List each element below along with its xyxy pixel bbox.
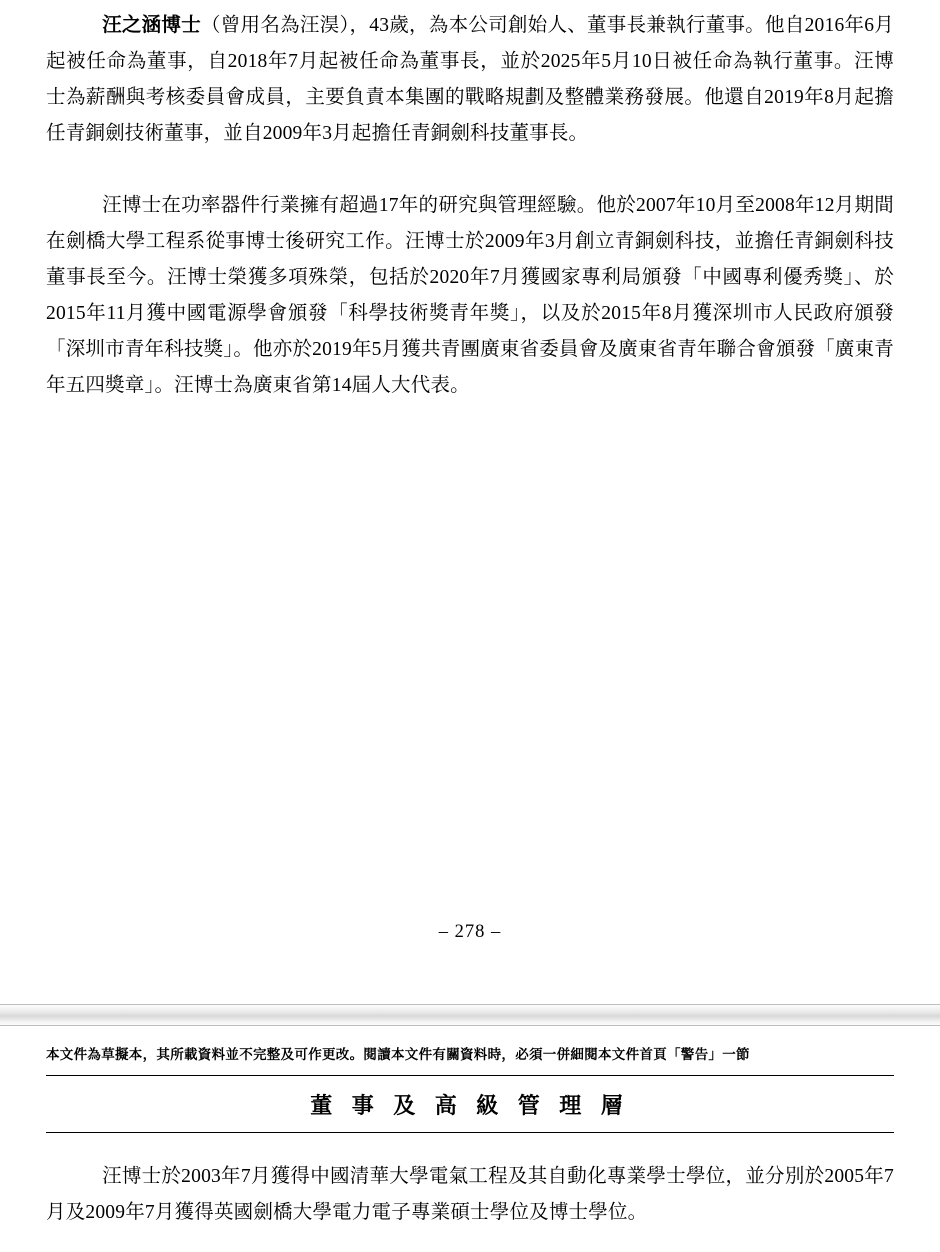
- paragraph-text: 汪博士在功率器件行業擁有超過17年的研究與管理經驗。他於2007年10月至2008年12月期間在劍橋大學工程系從事博士後研究工作。汪博士於2009年3月創立青銅劍科技，並擔任青銅劍科技董事長至今。汪博士榮獲多項殊榮，包括於2020年7月獲國家專利局頒發「中國專利優秀獎」、於2015年11月獲中國電源學會頒發「科學技術獎青年獎」，以及於2015年8月獲深圳市人民政府頒發「深圳市青年科技獎」。他亦於2019年5月獲共青團廣東省委員會及廣東省青年聯合會頒發「廣東青年五四獎章」。汪博士為廣東省第14屆人大代表。: [46, 195, 894, 396]
- paragraph-education: [46, 1159, 894, 1231]
- director-name: 汪之涵博士: [102, 15, 201, 36]
- paragraph-director-bio-1: [46, 8, 894, 152]
- page-separator: [0, 1004, 940, 1026]
- draft-disclaimer: 本文件為草擬本，其所載資料並不完整及可作更改。閱讀本文件有關資料時，必須一併細閱本文件首頁「警告」一節: [46, 1047, 750, 1062]
- next-page-body: [46, 1133, 894, 1231]
- paragraph-director-bio-2: [46, 188, 894, 404]
- page-separator-line-top: [0, 1004, 940, 1005]
- page-number: – 278 –: [438, 922, 502, 942]
- page-body: [0, 0, 940, 404]
- paragraph-text: 汪博士於2003年7月獲得中國清華大學電氣工程及其自動化專業學士學位，並分別於2005年7月及2009年7月獲得英國劍橋大學電力電子專業碩士學位及博士學位。: [46, 1166, 894, 1223]
- section-heading: 董 事 及 高 級 管 理 層: [310, 1093, 630, 1118]
- page-separator-line-bottom: [0, 1025, 940, 1026]
- paragraph-text: （曾用名為汪淏），43歲，為本公司創始人、董事長兼執行董事。他自2016年6月起被任命為董事，自2018年7月起被任命為董事長，並於2025年5月10日被任命為執行董事。汪博士為薪酬與考核委員會成員，主要負責本集團的戰略規劃及整體業務發展。他還自2019年8月起擔任青銅劍技術董事，並自2009年3月起擔任青銅劍科技董事長。: [46, 15, 894, 144]
- next-page: [0, 1032, 940, 1252]
